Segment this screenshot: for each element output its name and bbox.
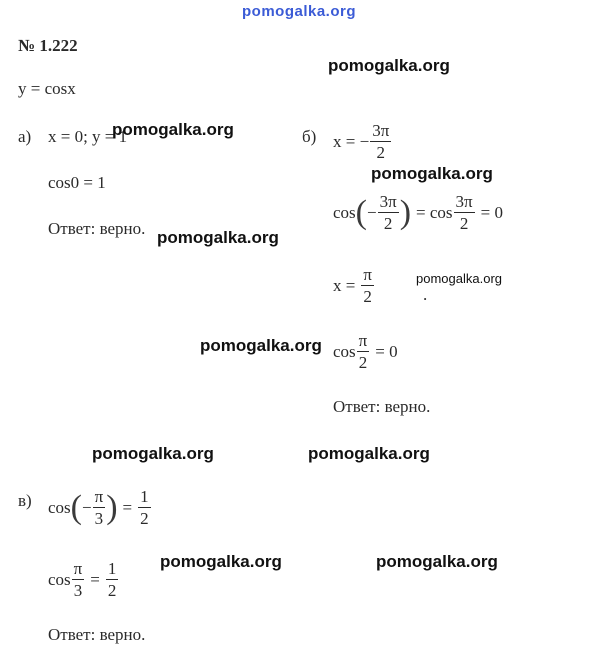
part-c-answer: Ответ: верно. <box>48 625 146 644</box>
watermark: pomogalka.org <box>376 552 498 571</box>
cos-text: cos <box>48 570 71 589</box>
watermark: pomogalka.org <box>200 336 322 355</box>
cos-text: cos <box>333 342 356 361</box>
numerator: π <box>94 487 104 506</box>
equals-zero: = 0 <box>480 203 503 222</box>
function-definition: y = cosx <box>18 79 76 98</box>
equals-zero: = 0 <box>375 342 398 361</box>
fraction-1-over-2 <box>138 488 151 527</box>
denominator: 2 <box>140 509 149 528</box>
part-a-calc: cos0 = 1 <box>48 173 106 192</box>
part-c-cos-pi-over-3 <box>48 560 119 599</box>
minus-sign: − <box>82 498 92 517</box>
denominator: 2 <box>363 287 372 306</box>
numerator: 3π <box>372 121 390 140</box>
numerator: π <box>363 265 372 284</box>
denominator: 2 <box>107 581 117 600</box>
denominator: 3 <box>73 581 83 600</box>
watermark: pomogalka.org <box>308 444 430 463</box>
watermark: pomogalka.org <box>112 120 234 139</box>
denominator: 3 <box>94 509 104 528</box>
watermark: pomogalka.org <box>371 164 493 183</box>
denominator: 2 <box>358 353 368 372</box>
trailing-dot: . <box>423 285 428 304</box>
part-b-x2-prefix: x = <box>333 276 356 295</box>
watermark: pomogalka.org <box>160 552 282 571</box>
part-b-x-value <box>333 122 392 161</box>
denominator: 2 <box>376 143 385 162</box>
denominator: 2 <box>459 214 469 233</box>
part-b-x-prefix: x = − <box>333 132 370 151</box>
fraction-pi-over-2 <box>357 332 370 371</box>
fraction-3pi-over-2 <box>454 193 475 232</box>
part-a-label: а) <box>18 127 32 146</box>
equals-sign: = <box>90 570 100 589</box>
cos-text: cos <box>333 203 356 222</box>
watermark: pomogalka.org <box>416 271 502 286</box>
watermark: pomogalka.org <box>157 228 279 247</box>
numerator: 1 <box>107 559 117 578</box>
fraction-3pi-over-2 <box>378 193 399 232</box>
part-b-label: б) <box>302 127 317 146</box>
part-c-cos-equation <box>48 488 152 527</box>
watermark: pomogalka.org <box>328 56 450 75</box>
left-paren: ( <box>70 488 82 526</box>
fraction-3pi-over-2 <box>370 122 391 161</box>
cos-text: cos <box>48 498 71 517</box>
fraction-pi-over-3 <box>93 488 106 527</box>
numerator: 3π <box>455 192 473 211</box>
part-b-answer: Ответ: верно. <box>333 397 431 416</box>
left-paren: ( <box>355 193 367 231</box>
denominator: 2 <box>383 214 393 233</box>
part-c-label: в) <box>18 491 32 510</box>
part-b-x2-value <box>333 266 375 305</box>
equals-sign: = <box>122 498 133 517</box>
numerator: 1 <box>140 487 149 506</box>
numerator: 3π <box>379 192 397 211</box>
equals-cos: = cos <box>416 203 453 222</box>
part-a-given: x = 0; y = 1 <box>48 127 128 146</box>
fraction-1-over-2 <box>106 560 119 599</box>
problem-number: № 1.222 <box>18 36 78 55</box>
right-paren: ) <box>106 488 118 526</box>
fraction-pi-over-3 <box>72 560 85 599</box>
part-a-answer: Ответ: верно. <box>48 219 146 238</box>
right-paren: ) <box>399 193 412 231</box>
watermark-top: pomogalka.org <box>242 3 357 20</box>
part-b-cos-equation <box>333 193 503 232</box>
minus-sign: − <box>367 203 377 222</box>
watermark: pomogalka.org <box>92 444 214 463</box>
fraction-pi-over-2 <box>361 266 374 305</box>
numerator: π <box>73 559 83 578</box>
part-b-cos-pi-over-2 <box>333 332 398 371</box>
numerator: π <box>358 331 368 350</box>
